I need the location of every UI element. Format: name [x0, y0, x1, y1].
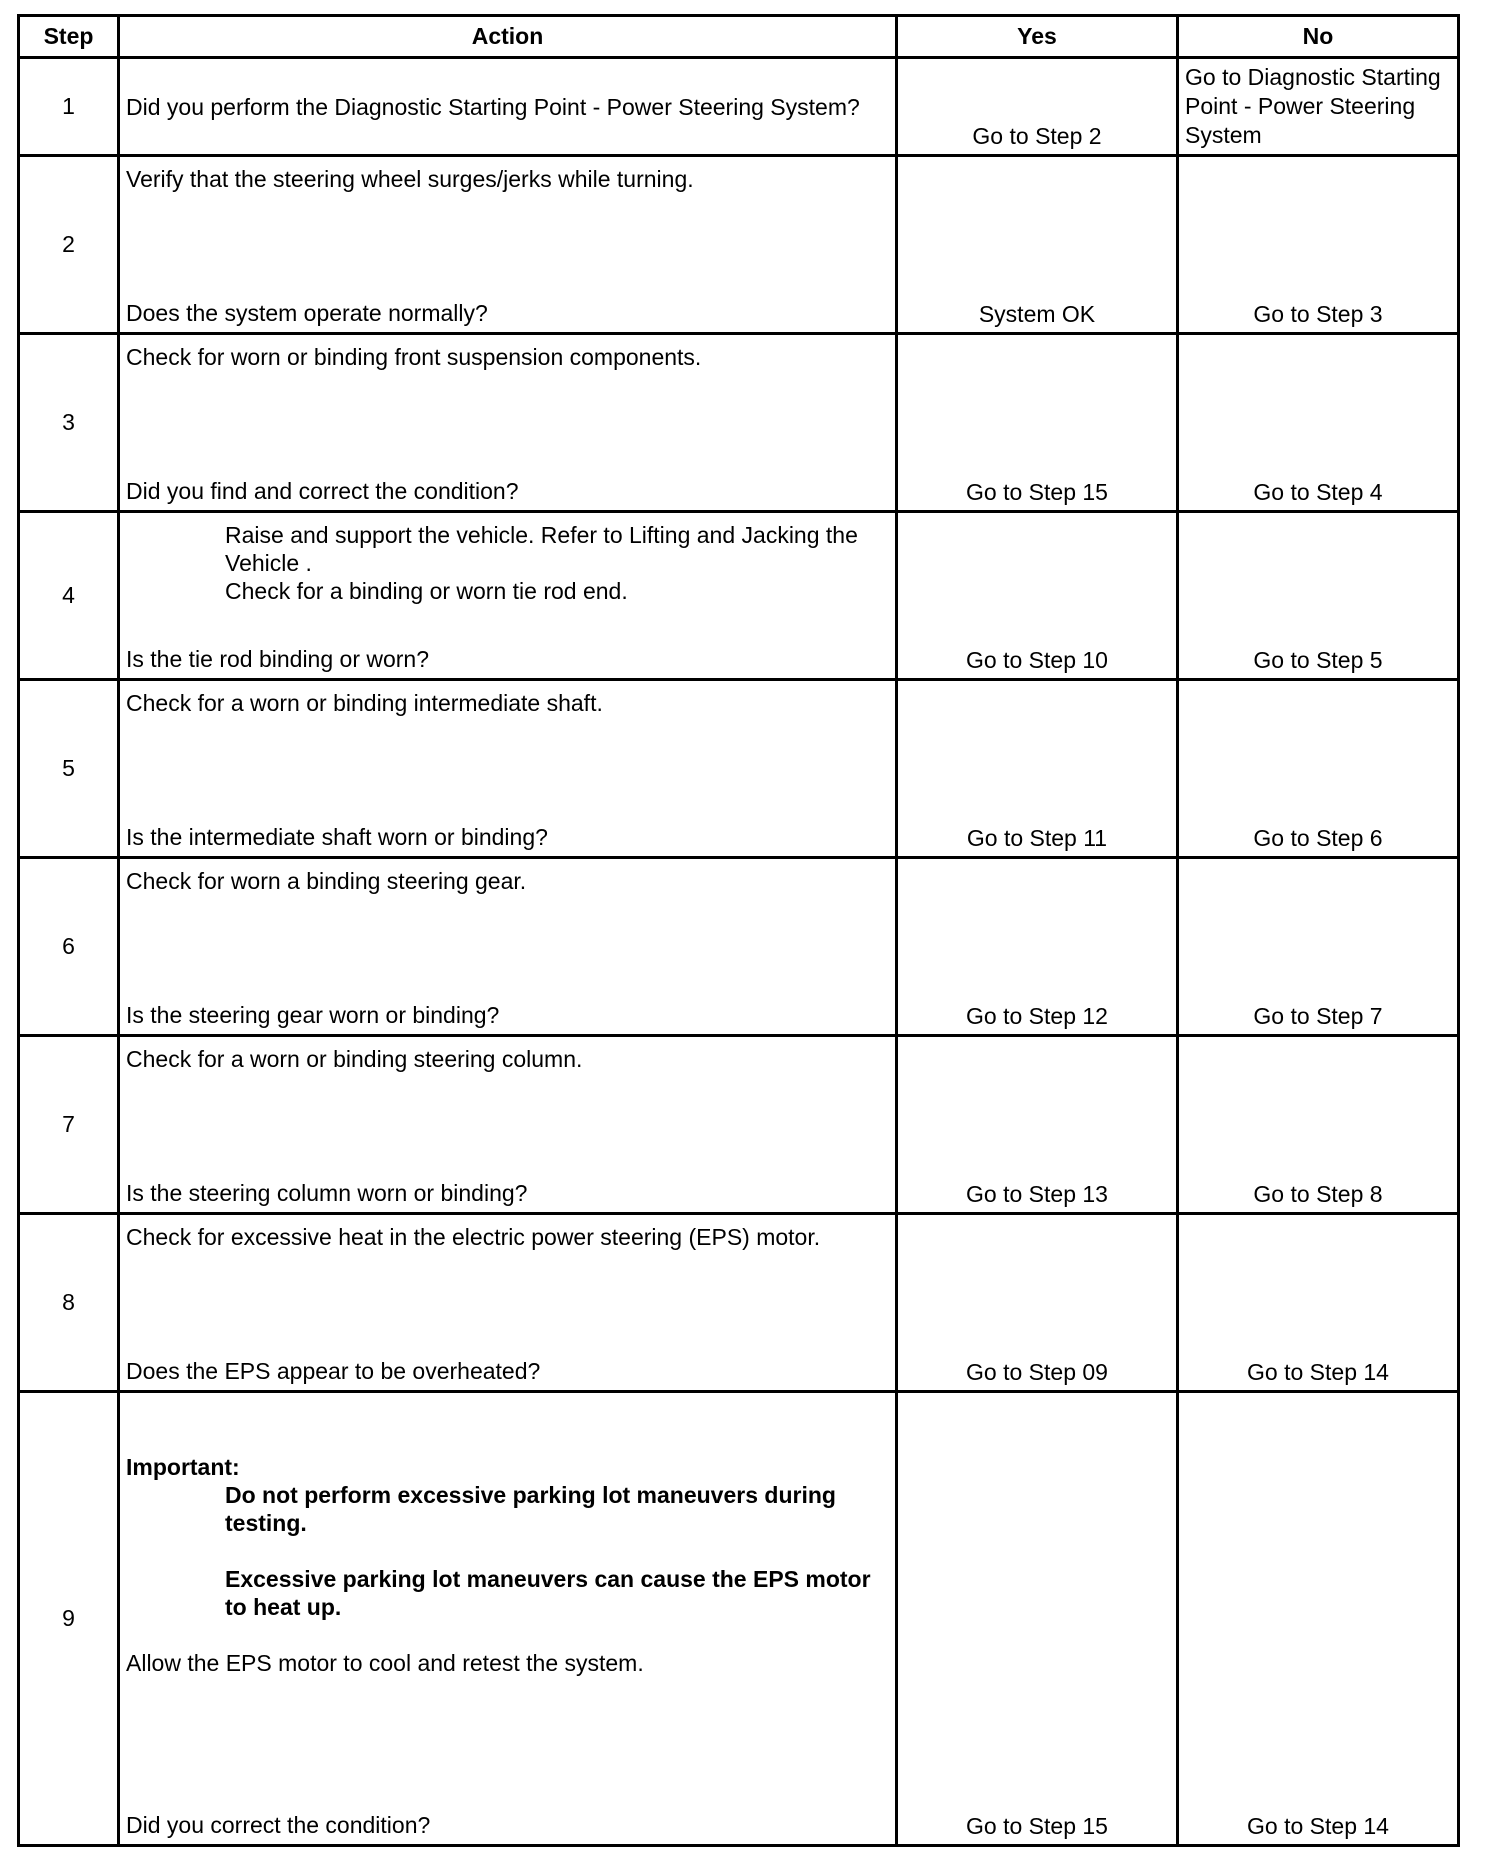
yes-cell: Go to Step 12 — [897, 858, 1178, 1036]
table-row — [19, 1392, 1459, 1846]
action-text: Check for a worn or binding steering column. — [126, 1045, 583, 1072]
action-cell — [119, 1214, 897, 1392]
step-number: 5 — [19, 680, 119, 858]
no-cell: Go to Step 14 — [1178, 1214, 1459, 1392]
important-label: Important: — [126, 1453, 240, 1480]
action-cell — [119, 156, 897, 334]
no-cell: Go to Step 3 — [1178, 156, 1459, 334]
step-number: 2 — [19, 156, 119, 334]
table-row — [19, 334, 1459, 512]
step-number: 6 — [19, 858, 119, 1036]
step-number: 9 — [19, 1392, 119, 1846]
yes-cell: Go to Step 15 — [897, 334, 1178, 512]
action-cell — [119, 1036, 897, 1214]
table-row — [19, 858, 1459, 1036]
no-cell: Go to Step 8 — [1178, 1036, 1459, 1214]
action-text: Verify that the steering wheel surges/jerks while turning. — [126, 165, 694, 192]
table-row — [19, 512, 1459, 680]
action-question: Is the steering column worn or binding? — [126, 1179, 528, 1206]
diagnostic-table — [17, 14, 1460, 1847]
action-cell — [119, 680, 897, 858]
action-text: Check for a worn or binding intermediate shaft. — [126, 689, 603, 716]
table-row — [19, 156, 1459, 334]
yes-cell: Go to Step 15 — [897, 1392, 1178, 1846]
action-cell — [119, 512, 897, 680]
table-row — [19, 680, 1459, 858]
yes-cell: Go to Step 2 — [897, 58, 1178, 156]
action-cell — [119, 1392, 897, 1846]
important-note: Do not perform excessive parking lot maneuvers during testing. — [225, 1481, 836, 1536]
action-text: Raise and support the vehicle. Refer to Lifting and Jacking the Vehicle . — [225, 521, 858, 576]
header-no: No — [1178, 16, 1459, 58]
step-number: 8 — [19, 1214, 119, 1392]
action-question: Does the EPS appear to be overheated? — [126, 1357, 541, 1384]
no-cell: Go to Step 4 — [1178, 334, 1459, 512]
important-note: Excessive parking lot maneuvers can cause the EPS motor to heat up. — [225, 1565, 871, 1620]
header-yes: Yes — [897, 16, 1178, 58]
header-action: Action — [119, 16, 897, 58]
no-cell: Go to Step 7 — [1178, 858, 1459, 1036]
action-cell — [119, 858, 897, 1036]
header-row — [19, 16, 1459, 58]
action-question: Is the intermediate shaft worn or binding? — [126, 823, 548, 850]
action-text: Check for excessive heat in the electric power steering (EPS) motor. — [126, 1223, 821, 1250]
yes-cell: System OK — [897, 156, 1178, 334]
no-cell: Go to Step 5 — [1178, 512, 1459, 680]
action-question: Did you correct the condition? — [126, 1811, 431, 1838]
header-step: Step — [19, 16, 119, 58]
action-cell — [119, 58, 897, 156]
action-text: Check for worn a binding steering gear. — [126, 867, 527, 894]
action-question: Did you find and correct the condition? — [126, 477, 519, 504]
action-text: Check for a binding or worn tie rod end. — [225, 577, 628, 604]
step-number: 1 — [19, 58, 119, 156]
action-question: Does the system operate normally? — [126, 299, 488, 326]
yes-cell: Go to Step 11 — [897, 680, 1178, 858]
action-text: Did you perform the Diagnostic Starting Point - Power Steering System? — [126, 93, 860, 120]
step-number: 7 — [19, 1036, 119, 1214]
action-text: Allow the EPS motor to cool and retest the system. — [126, 1649, 644, 1676]
table-row — [19, 58, 1459, 156]
yes-cell: Go to Step 09 — [897, 1214, 1178, 1392]
action-text: Check for worn or binding front suspension components. — [126, 343, 702, 370]
action-question: Is the tie rod binding or worn? — [126, 645, 430, 672]
action-cell — [119, 334, 897, 512]
yes-cell: Go to Step 13 — [897, 1036, 1178, 1214]
no-cell: Go to Step 14 — [1178, 1392, 1459, 1846]
table-row — [19, 1036, 1459, 1214]
no-cell: Go to Diagnostic Starting Point - Power Steering System — [1178, 58, 1459, 156]
step-number: 3 — [19, 334, 119, 512]
action-question: Is the steering gear worn or binding? — [126, 1001, 500, 1028]
no-cell: Go to Step 6 — [1178, 680, 1459, 858]
table-row — [19, 1214, 1459, 1392]
step-number: 4 — [19, 512, 119, 680]
yes-cell: Go to Step 10 — [897, 512, 1178, 680]
